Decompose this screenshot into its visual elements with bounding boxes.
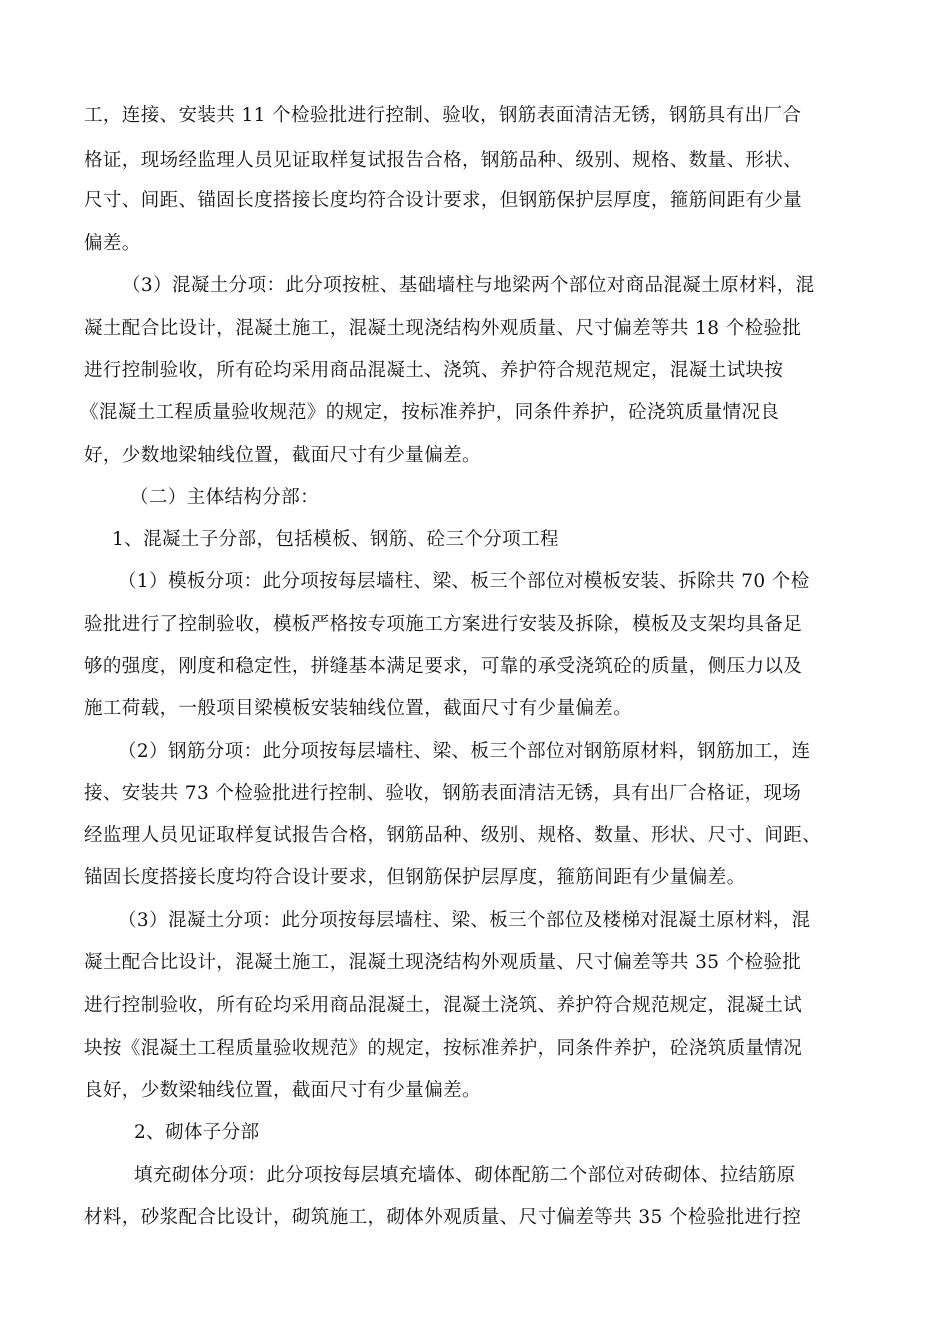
text-line: （3）混凝土分项：此分项按桩、基础墙柱与地梁两个部位对商品混凝土原材料，混 [122,275,815,296]
text-line: 够的强度，刚度和稳定性，拼缝基本满足要求，可靠的承受浇筑砼的质量，侧压力以及 [84,656,803,677]
text-line: 偏差。 [84,233,141,254]
text-line: 良好，少数梁轴线位置，截面尺寸有少量偏差。 [84,1080,481,1101]
text-line: 锚固长度搭接长度均符合设计要求，但钢筋保护层厚度，箍筋间距有少量偏差。 [84,867,746,888]
text-line: 材料，砂浆配合比设计，砌筑施工，砌体外观质量、尺寸偏差等共 35 个检验批进行控 [84,1207,802,1228]
text-line: 尺寸、间距、锚固长度搭接长度均符合设计要求，但钢筋保护层厚度，箍筋间距有少量 [84,190,803,211]
text-line: 工，连接、安装共 11 个检验批进行控制、验收，钢筋表面清洁无锈，钢筋具有出厂合 [84,105,802,126]
text-line: 验批进行了控制验收，模板严格按专项施工方案进行安装及拆除，模板及支架均具备足 [84,614,803,635]
text-line: 凝土配合比设计，混凝土施工，混凝土现浇结构外观质量、尺寸偏差等共 18 个检验批 [84,318,802,339]
text-line: 凝土配合比设计，混凝土施工，混凝土现浇结构外观质量、尺寸偏差等共 35 个检验批 [84,952,802,973]
text-line: 块按《混凝土工程质量验收规范》的规定，按标准养护，同条件养护，砼浇筑质量情况 [84,1038,803,1059]
text-line: 《混凝土工程质量验收规范》的规定，按标准养护，同条件养护，砼浇筑质量情况良 [80,402,780,423]
text-line: 填充砌体分项：此分项按每层填充墙体、砌体配筋二个部位对砖砌体、拉结筋原 [134,1165,796,1186]
text-line: 经监理人员见证取样复试报告合格，钢筋品种、级别、规格、数量、形状、尺寸、间距、 [84,825,822,846]
section-heading: （二）主体结构分部： [130,487,320,508]
subsection-heading: 2、砌体子分部 [134,1122,260,1143]
text-line: （3）混凝土分项：此分项按每层墙柱、梁、板三个部位及楼梯对混凝土原材料，混 [118,910,811,931]
text-line: 好，少数地梁轴线位置，截面尺寸有少量偏差。 [84,445,481,466]
text-line: （2）钢筋分项：此分项按每层墙柱、梁、板三个部位对钢筋原材料，钢筋加工，连 [118,741,811,762]
text-line: 格证，现场经监理人员见证取样复试报告合格，钢筋品种、级别、规格、数量、形状、 [84,150,803,171]
text-line: （1）模板分项：此分项按每层墙柱、梁、板三个部位对模板安装、拆除共 70 个检 [118,571,810,592]
text-line: 进行控制验收，所有砼均采用商品混凝土、浇筑、养护符合规范规定，混凝土试块按 [84,360,784,381]
text-line: 接、安装共 73 个检验批进行控制、验收，钢筋表面清洁无锈，具有出厂合格证，现场 [84,783,802,804]
text-line: 进行控制验收，所有砼均采用商品混凝土，混凝土浇筑、养护符合规范规定，混凝土试 [84,995,803,1016]
subsection-heading: 1、混凝土子分部，包括模板、钢筋、砼三个分项工程 [112,529,559,550]
text-line: 施工荷载，一般项目梁模板安装轴线位置，截面尺寸有少量偏差。 [84,698,633,719]
